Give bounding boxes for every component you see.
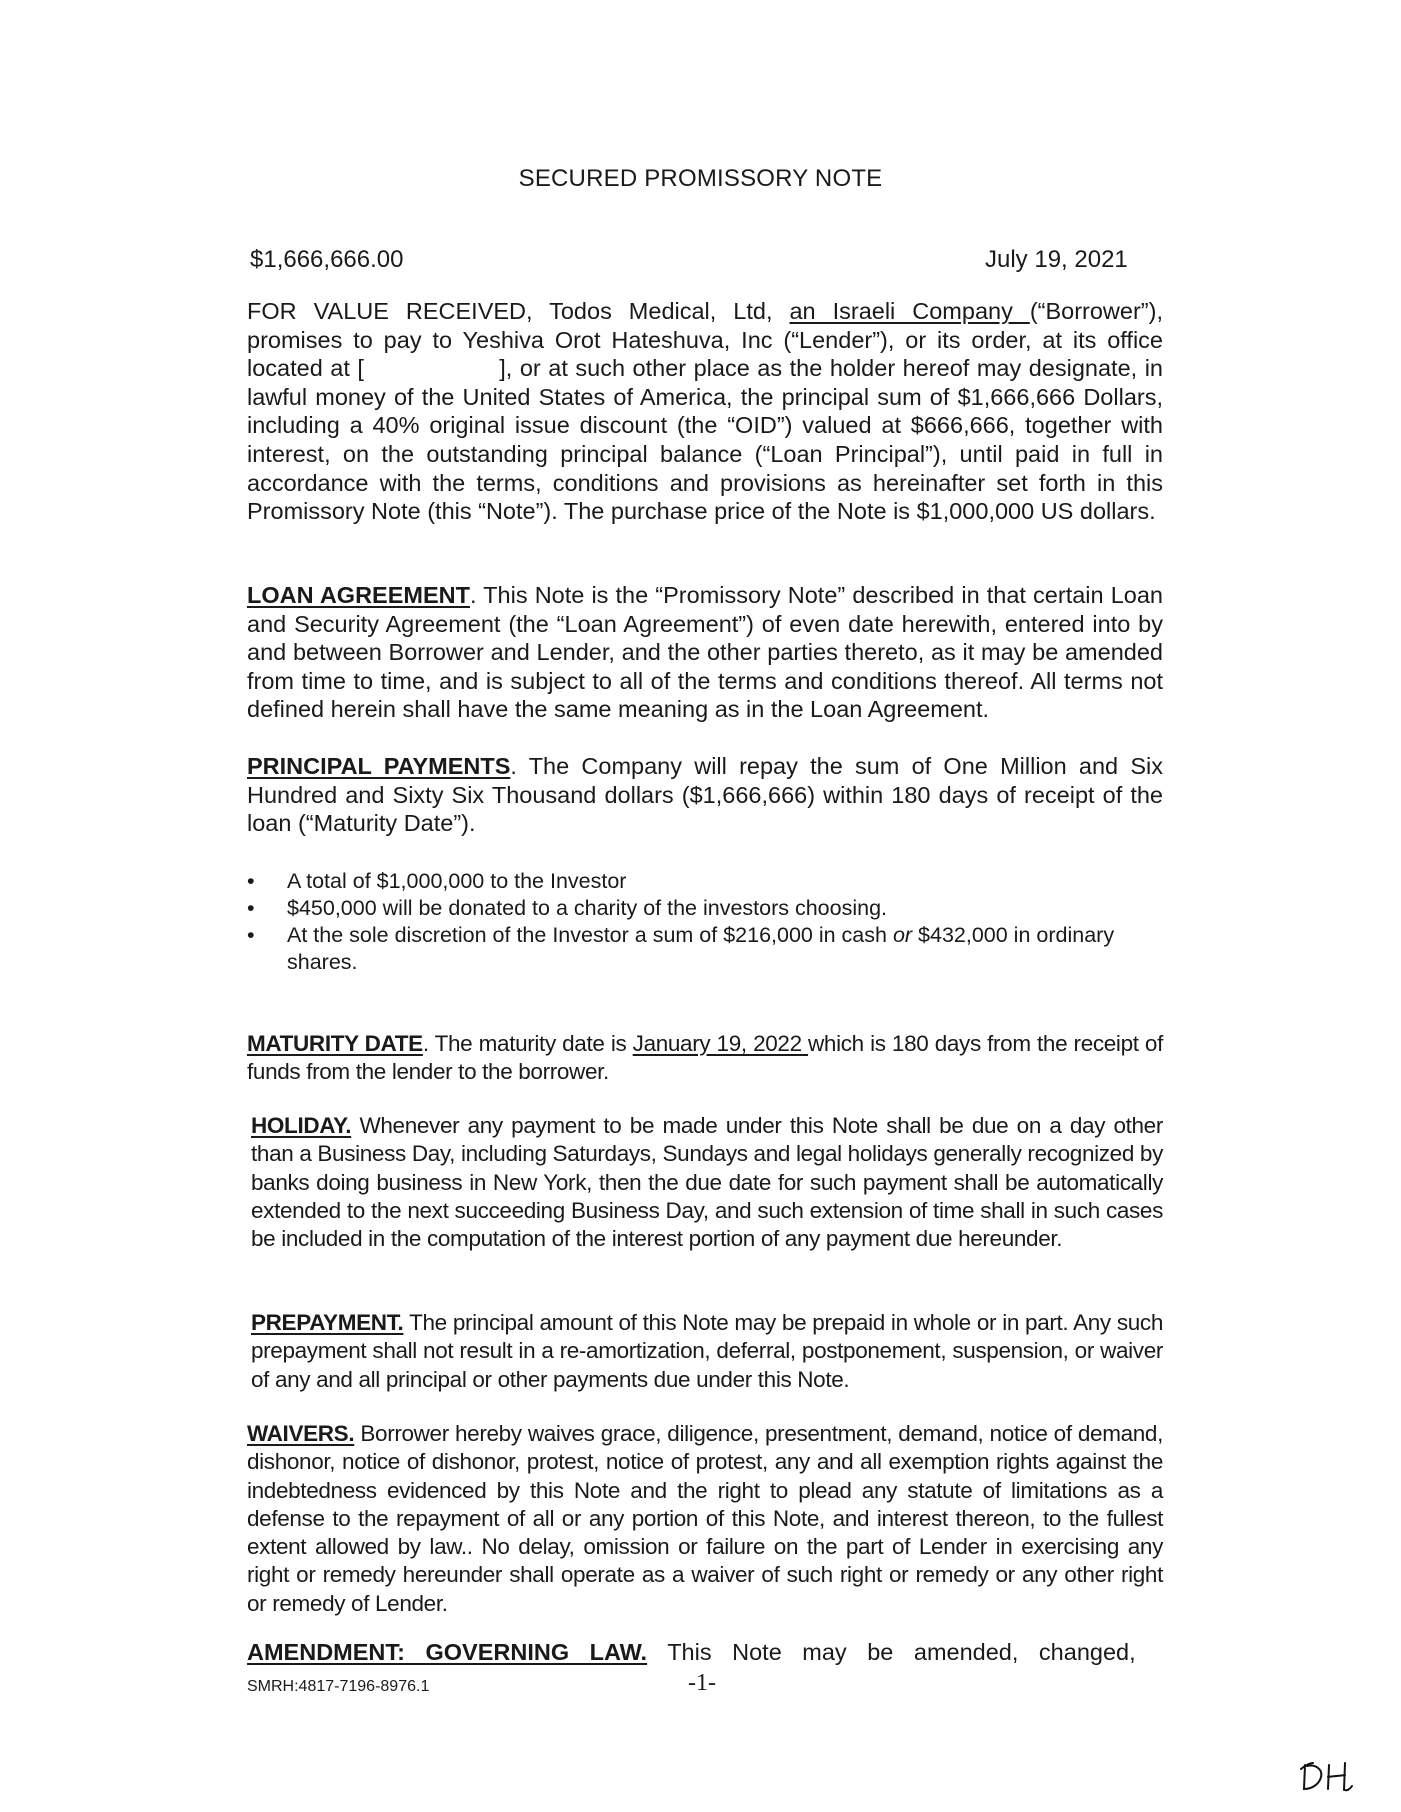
payment-bullet-list [247, 868, 1167, 976]
bullet-marker: • [247, 896, 255, 920]
list-item [247, 895, 1167, 922]
holiday-heading: HOLIDAY. [251, 1113, 352, 1138]
maturity-date-underlined: January 19, 2022 [632, 1031, 809, 1056]
intro-text-2: (“Borrower”), promises to pay to Yeshiva Orot Hateshuva, Inc (“Lender”), or its order, at its office located at [ ], or at such other place as the holder hereof may designate, in lawful money of the United States of America, the principal sum of $1,666,666 Dollars, including a 40% original issue discount (the “OID”) valued at $666,666, together with interest, on the outstanding principal balance (“Loan Principal”), until paid in full in accordance with the terms, conditions and provisions as hereinafter set forth in this Promissory Note (this “Note”). The purchase price of the Note is $1,000,000 US dollars. [247, 298, 1163, 525]
principal-payments-paragraph [247, 752, 1163, 838]
intro-underlined-text: an Israeli Company [789, 298, 1030, 324]
waivers-text: Borrower hereby waives grace, diligence, presentment, demand, notice of demand, dishonor, notice of dishonor, protest, notice of protest, any and all exemption rights against the indebtedness evidenced by this Note and the right to plead any statute of limitations as a defense to the repayment of all or any portion of this Note, and interest thereon, to the fullest extent allowed by law.. No delay, omission or failure on the part of Lender in exercising any right or remedy hereunder shall operate as a waiver of such right or remedy or any other right or remedy of Lender. [247, 1421, 1163, 1616]
handwritten-initials-mark [1295, 1757, 1355, 1797]
note-amount: $1,666,666.00 [250, 246, 404, 273]
prepayment-paragraph [251, 1309, 1163, 1394]
page-number: -1- [688, 1670, 716, 1696]
loan-agreement-paragraph [247, 581, 1163, 724]
principal-payments-heading: PRINCIPAL PAYMENTS [247, 753, 511, 779]
prepayment-text: The principal amount of this Note may be prepaid in whole or in part. Any such prepayment shall not result in a re-amortization, deferral, postponement, suspension, or waiver of any and all principal or other payments due under this Note. [251, 1310, 1163, 1392]
amendment-heading: AMENDMENT: GOVERNING LAW. [247, 1639, 648, 1665]
document-title: SECURED PROMISSORY NOTE [518, 165, 883, 192]
waivers-paragraph [247, 1420, 1163, 1618]
bullet-marker: • [247, 869, 255, 893]
bullet-marker: • [247, 923, 255, 947]
holiday-paragraph [251, 1112, 1163, 1253]
intro-text-1: FOR VALUE RECEIVED, Todos Medical, Ltd, [247, 298, 790, 324]
bullet-text: At the sole discretion of the Investor a sum of $216,000 in cash [287, 923, 893, 947]
amendment-text: This Note may be amended, changed, [647, 1639, 1136, 1665]
list-item [247, 868, 1167, 895]
holiday-text: Whenever any payment to be made under this Note shall be due on a day other than a Business Day, including Saturdays, Sundays and legal holidays generally recognized by banks doing business in New York, then the due date for such payment shall be automatically extended to the next succeeding Business Day, and such extension of time shall in such cases be included in the computation of the interest portion of any payment due hereunder. [251, 1113, 1163, 1252]
maturity-date-text-1: . The maturity date is [422, 1031, 633, 1056]
loan-agreement-heading: LOAN AGREEMENT [247, 582, 470, 608]
bullet-text: A total of $1,000,000 to the Investor [287, 869, 627, 893]
amendment-paragraph [247, 1638, 1163, 1667]
bullet-text: $450,000 will be donated to a charity of the investors choosing. [287, 896, 887, 920]
list-item [247, 922, 1167, 976]
loan-agreement-text: . This Note is the “Promissory Note” described in that certain Loan and Security Agreement (the “Loan Agreement”) of even date herewith, entered into by and between Borrower and Lender, and the other parties thereto, as it may be amended from time to time, and is subject to all of the terms and conditions thereof. All terms not defined herein shall have the same meaning as in the Loan Agreement. [247, 582, 1163, 723]
principal-payments-text: . The Company will repay the sum of One Million and Six Hundred and Sixty Six Thousand dollars ($1,666,666) within 180 days of receipt of the loan (“Maturity Date”). [247, 753, 1163, 837]
note-date: July 19, 2021 [985, 246, 1128, 273]
maturity-date-heading: MATURITY DATE [247, 1031, 423, 1056]
bullet-italic-text: or [892, 923, 913, 947]
intro-paragraph [247, 297, 1163, 526]
maturity-date-text-2: which is 180 days from the receipt of funds from the lender to the borrower. [247, 1031, 1163, 1085]
waivers-heading: WAIVERS. [247, 1421, 355, 1446]
document-id-footer: SMRH:4817-7196-8976.1 [247, 1678, 430, 1695]
maturity-date-paragraph [247, 1030, 1163, 1087]
bullet-text: $432,000 in ordinary shares. [287, 923, 1115, 974]
prepayment-heading: PREPAYMENT. [251, 1310, 404, 1335]
